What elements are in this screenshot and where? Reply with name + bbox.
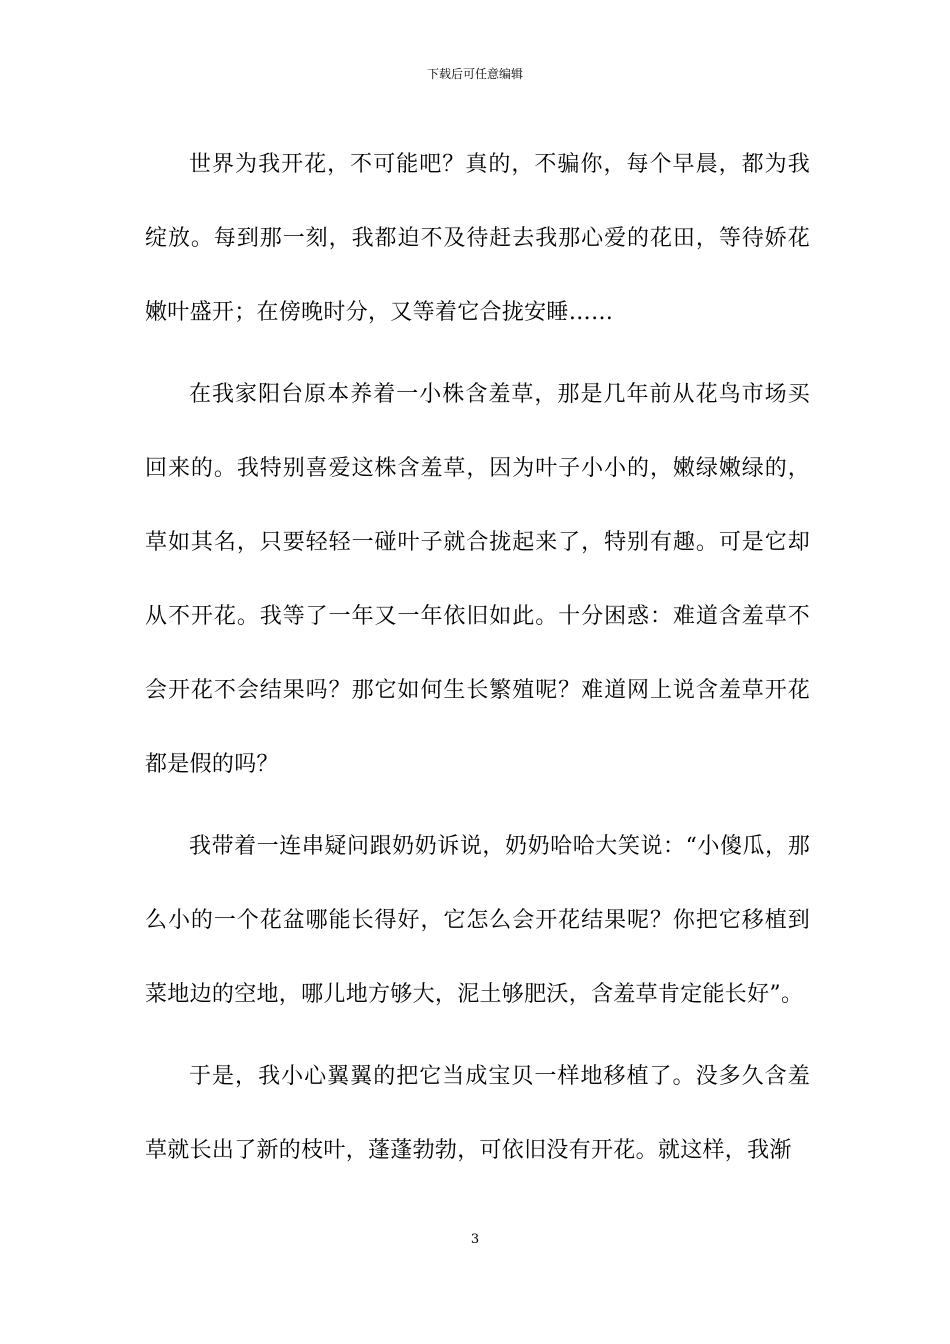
paragraph-2: 在我家阳台原本养着一小株含羞草，那是几年前从花鸟市场买回来的。我特别喜爱这株含羞草，因为叶子小小的，嫩绿嫩绿的，草如其名，只要轻轻一碰叶子就合拢起来了，特别有趣。可是它却从不开花。我等了一年又一年依旧如此。十分困惑：难道含羞草不会开花不会结果吗？那它如何生长繁殖呢？难道网上说含羞草开花都是假的吗？: [145, 382, 810, 777]
page-number: 3: [470, 1232, 480, 1247]
page-header-note: 下载后可任意编辑: [426, 67, 523, 81]
document-body: [145, 128, 810, 1196]
paragraph-1: 世界为我开花，不可能吧？真的，不骗你，每个早晨，都为我绽放。每到那一刻，我都迫不及待赶去我那心爱的花田，等待娇花嫩叶盛开；在傍晚时分，又等着它合拢安睡……: [145, 152, 810, 325]
paragraph-3: 我带着一连串疑问跟奶奶诉说，奶奶哈哈大笑说：“小傻瓜，那么小的一个花盆哪能长得好，它怎么会开花结果呢？你把它移植到菜地边的空地，哪儿地方够大，泥土够肥沃，含羞草肯定能长好”。: [145, 834, 810, 1007]
paragraph-4: 于是，我小心翼翼的把它当成宝贝一样地移植了。没多久含羞草就长出了新的枝叶，蓬蓬勃勃，可依旧没有开花。就这样，我渐: [145, 1064, 810, 1163]
